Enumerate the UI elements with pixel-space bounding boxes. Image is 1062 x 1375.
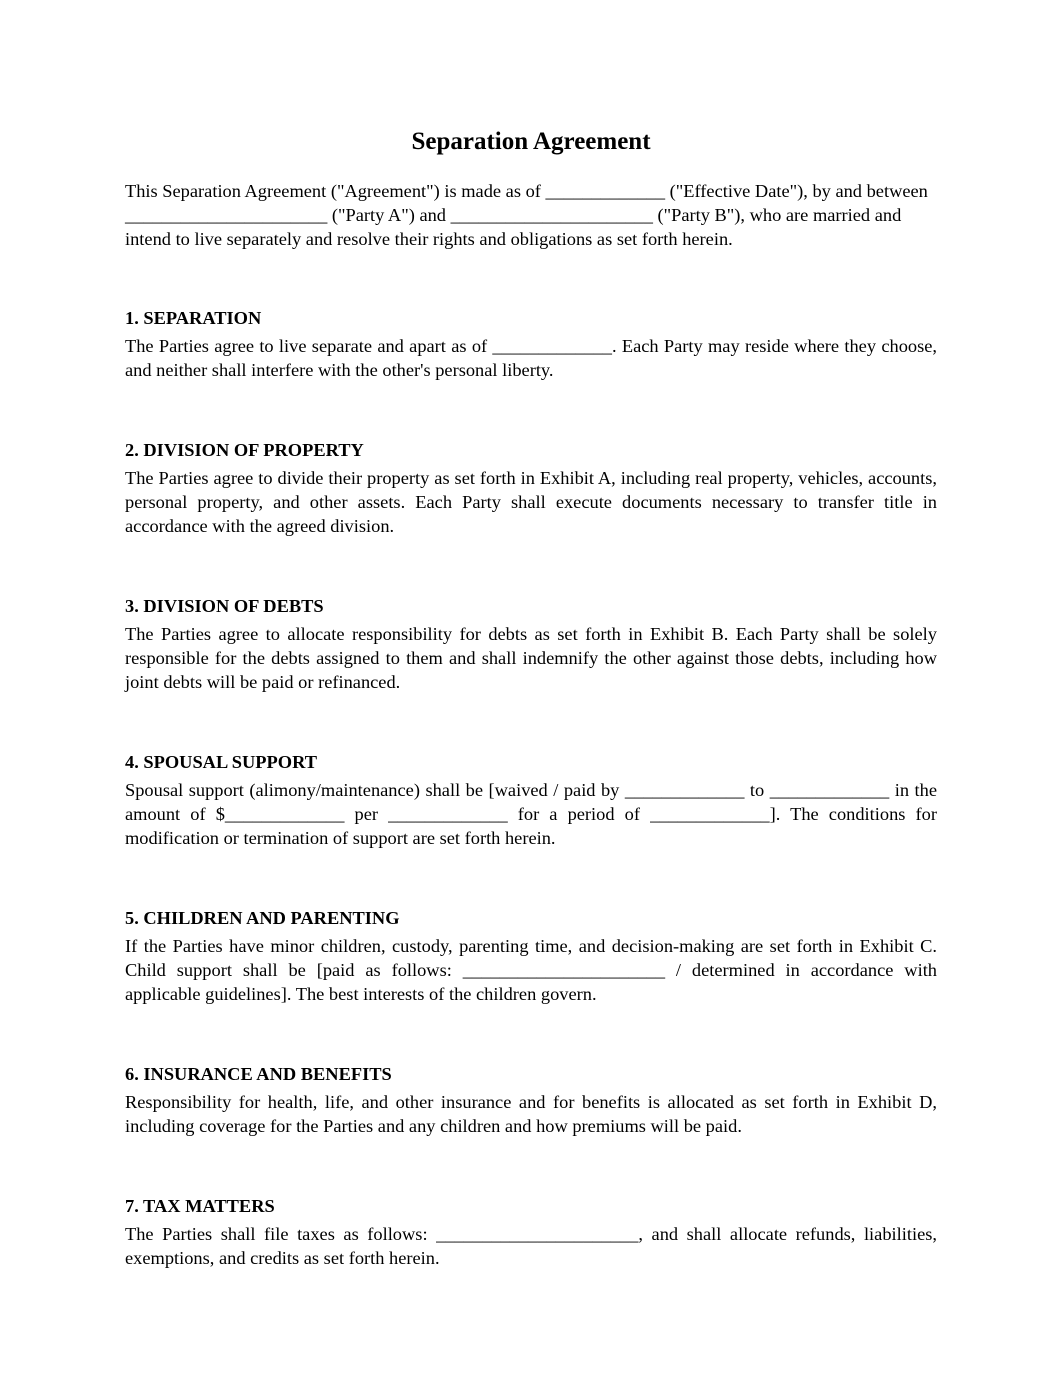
document-page xyxy=(125,120,937,1326)
section-body: The Parties agree to live separate and apart as of _____________. Each Party may reside where they choose, and neither shall interfere with the other's personal liberty. xyxy=(125,336,937,380)
section-heading: 4. SPOUSAL SUPPORT xyxy=(125,752,317,772)
section-body: If the Parties have minor children, custody, parenting time, and decision-making are set forth in Exhibit C. Child support shall be [paid as follows: ______________________ / determined in accordance with applicable guidelines]. The best interests of the children govern. xyxy=(125,936,937,1004)
section-separation xyxy=(125,306,937,382)
section-heading: 2. DIVISION OF PROPERTY xyxy=(125,440,364,460)
section-body: The Parties agree to divide their property as set forth in Exhibit A, including real property, vehicles, accounts, personal property, and other assets. Each Party shall execute documents necessary to transfer title in accordance with the agreed division. xyxy=(125,468,937,536)
section-heading: 3. DIVISION OF DEBTS xyxy=(125,596,324,616)
section-division-of-debts xyxy=(125,594,937,694)
section-division-of-property xyxy=(125,438,937,538)
section-body: Spousal support (alimony/maintenance) shall be [waived / paid by _____________ to _____________ in the amount of $_____________ per _____________ for a period of _____________]. The conditions for modification or termination of support are set forth herein. xyxy=(125,780,937,848)
section-body: The Parties shall file taxes as follows: ______________________, and shall allocate refunds, liabilities, exemptions, and credits as set forth herein. xyxy=(125,1224,937,1268)
section-heading: 5. CHILDREN AND PARENTING xyxy=(125,908,400,928)
document-title: Separation Agreement xyxy=(411,128,651,155)
section-heading: 6. INSURANCE AND BENEFITS xyxy=(125,1064,392,1084)
section-insurance-and-benefits xyxy=(125,1062,937,1138)
section-heading: 7. TAX MATTERS xyxy=(125,1196,275,1216)
section-spousal-support xyxy=(125,750,937,850)
section-body: The Parties agree to allocate responsibility for debts as set forth in Exhibit B. Each Party shall be solely responsible for the debts assigned to them and shall indemnify the other against those debts, including how joint debts will be paid or refinanced. xyxy=(125,624,937,692)
intro-paragraph: This Separation Agreement ("Agreement") is made as of _____________ ("Effective Date"), by and between ______________________ ("Party A") and ______________________ ("Party B"), who are married and intend to live separately and resolve their rights and obligations as set forth herein. xyxy=(125,181,928,249)
section-tax-matters xyxy=(125,1194,937,1270)
section-heading: 1. SEPARATION xyxy=(125,308,262,328)
section-children-and-parenting xyxy=(125,906,937,1006)
section-body: Responsibility for health, life, and other insurance and for benefits is allocated as set forth in Exhibit D, including coverage for the Parties and any children and how premiums will be paid. xyxy=(125,1092,937,1136)
